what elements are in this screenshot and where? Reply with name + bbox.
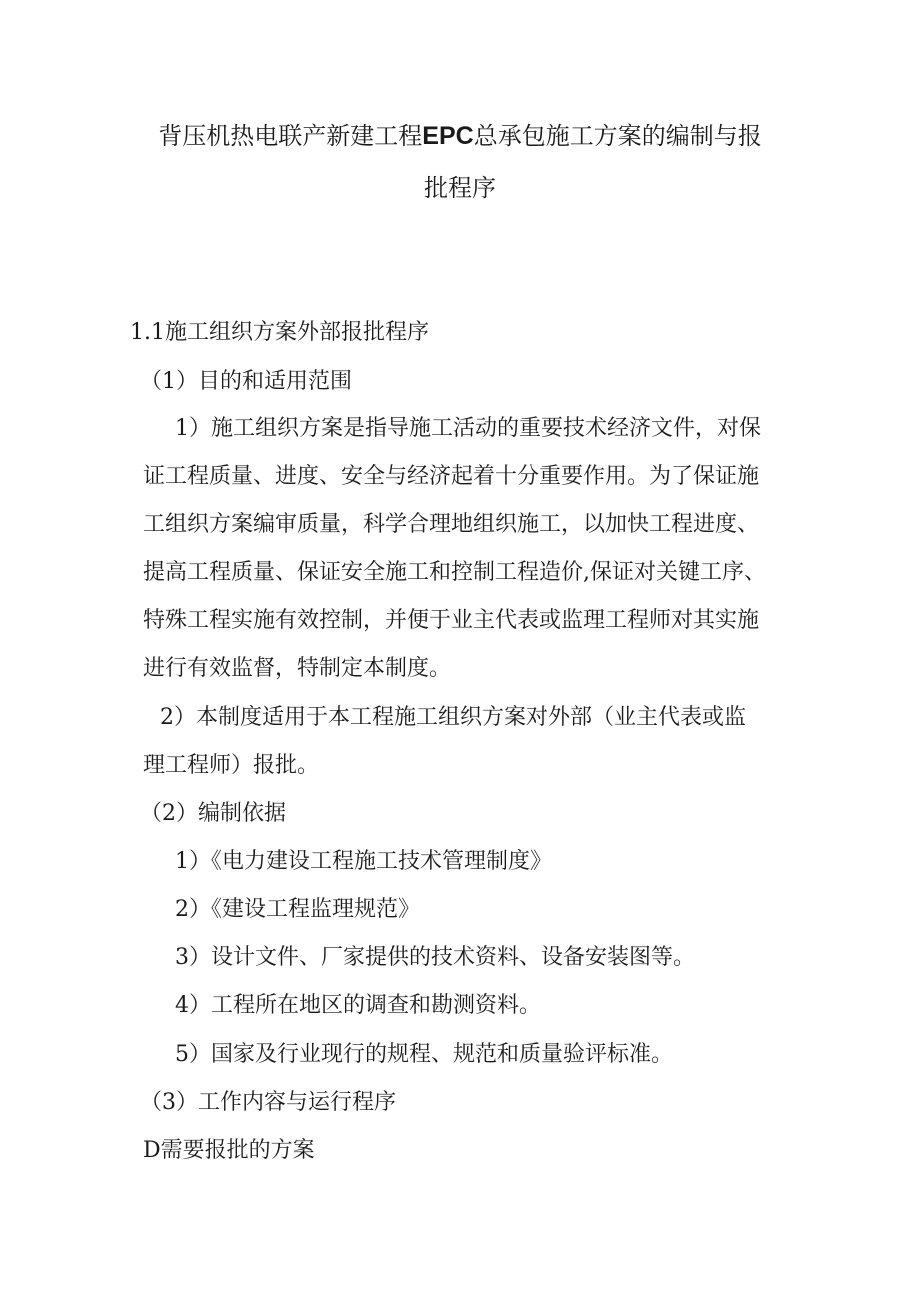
paragraph-line: 2）本制度适用于本工程施工组织方案对外部（业主代表或监: [160, 705, 746, 730]
paragraph-line: 工组织方案编审质量，科学合理地组织施工，以加快工程进度、: [143, 512, 760, 537]
paragraph-line: 理工程师）报批。: [143, 753, 320, 778]
paragraph-line: 证工程质量、进度、安全与经济起着十分重要作用。为了保证施: [143, 464, 760, 489]
subsection-heading-purpose: （1）目的和适用范围: [140, 369, 352, 394]
document-title-line-2: 批程序: [424, 174, 496, 202]
title-text-epc: EPC: [422, 122, 474, 150]
list-item: 5）国家及行业现行的规程、规范和质量验评标准。: [175, 1042, 673, 1067]
title-text-part-1: 背压机热电联产新建工程: [158, 122, 423, 150]
title-text-part-2: 总承包施工方案的编制与报: [473, 122, 762, 150]
paragraph-line: 进行有效监督，特制定本制度。: [143, 656, 452, 681]
list-item: 1）《电力建设工程施工技术管理制度》: [175, 849, 552, 874]
subsection-heading-work-content: （3）工作内容与运行程序: [140, 1090, 396, 1115]
paragraph-line: 1）施工组织方案是指导施工活动的重要技术经济文件，对保: [175, 416, 761, 441]
list-item: 3）设计文件、厂家提供的技术资料、设备安装图等。: [175, 945, 695, 970]
paragraph-line: 提高工程质量、保证安全施工和控制工程造价,保证对关键工序、: [143, 560, 766, 585]
subsection-heading-basis: （2）编制依据: [140, 801, 286, 826]
list-item: 2）《建设工程监理规范》: [175, 897, 420, 922]
list-item: 4）工程所在地区的调查和勘测资料。: [175, 993, 541, 1018]
paragraph-line: 特殊工程实施有效控制，并便于业主代表或监理工程师对其实施: [143, 608, 760, 633]
document-title-line-1: [0, 120, 920, 152]
section-heading-1-1: 1.1施工组织方案外部报批程序: [130, 320, 429, 345]
paragraph-line: D需要报批的方案: [143, 1138, 315, 1163]
